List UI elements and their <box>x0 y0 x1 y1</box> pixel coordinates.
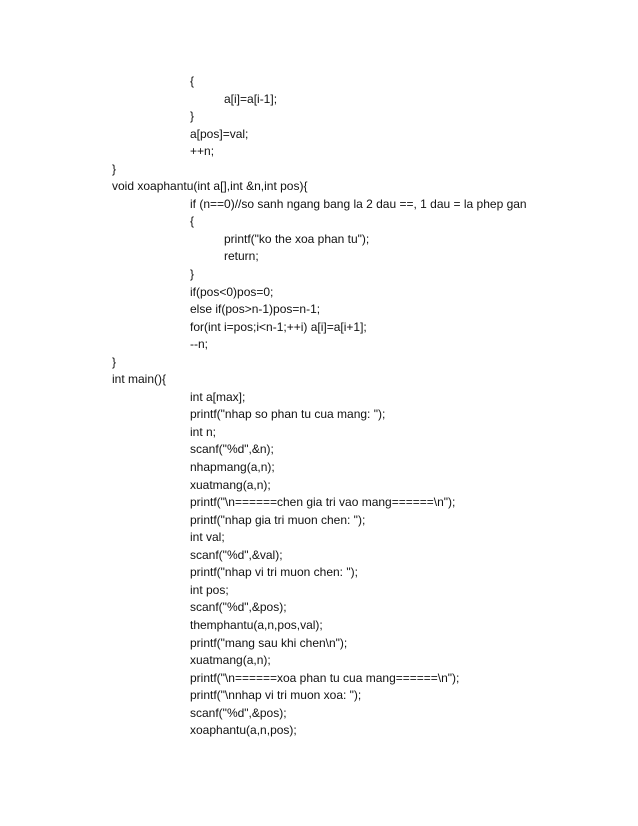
code-line: printf("\n======xoa phan tu cua mang======\n"); <box>190 670 460 685</box>
code-line: if (n==0)//so sanh ngang bang la 2 dau ==, 1 dau = la phep gan <box>190 196 527 211</box>
code-line: scanf("%d",&pos); <box>190 600 287 615</box>
code-line: { <box>190 214 195 229</box>
code-line: printf("\n======chen gia tri vao mang======\n"); <box>190 495 456 510</box>
code-line: int main(){ <box>112 372 167 387</box>
code-line: scanf("%d",&pos); <box>190 705 287 720</box>
code-line: a[i]=a[i-1]; <box>224 91 278 106</box>
code-line: } <box>112 161 117 176</box>
code-line: xuatmang(a,n); <box>190 653 271 668</box>
code-line: int val; <box>190 530 225 545</box>
code-line: nhapmang(a,n); <box>190 460 275 475</box>
code-line: printf("ko the xoa phan tu"); <box>224 231 370 246</box>
code-line: themphantu(a,n,pos,val); <box>190 617 323 632</box>
code-line: void xoaphantu(int a[],int &n,int pos){ <box>112 179 308 194</box>
code-line: printf("nhap vi tri muon chen: "); <box>190 565 358 580</box>
code-line: xuatmang(a,n); <box>190 477 271 492</box>
code-line: printf("mang sau khi chen\n"); <box>190 635 348 650</box>
code-line: else if(pos>n-1)pos=n-1; <box>190 302 321 317</box>
code-line: } <box>190 267 195 282</box>
code-line: int n; <box>190 424 217 439</box>
code-line: scanf("%d",&n); <box>190 442 274 457</box>
code-line: if(pos<0)pos=0; <box>190 284 274 299</box>
code-line: scanf("%d",&val); <box>190 547 283 562</box>
code-line: } <box>190 109 195 124</box>
code-line: printf("nhap so phan tu cua mang: "); <box>190 407 386 422</box>
code-line: { <box>190 74 195 88</box>
code-listing <box>112 73 527 740</box>
code-line: } <box>112 354 117 369</box>
code-line: for(int i=pos;i<n-1;++i) a[i]=a[i+1]; <box>190 319 367 334</box>
code-line: --n; <box>190 337 208 352</box>
code-line: a[pos]=val; <box>190 126 249 141</box>
code-line: ++n; <box>190 144 215 159</box>
code-line: int a[max]; <box>190 389 246 404</box>
code-line: xoaphantu(a,n,pos); <box>190 723 297 738</box>
code-line: int pos; <box>190 582 229 597</box>
code-line: printf("\nnhap vi tri muon xoa: "); <box>190 688 362 703</box>
code-line: return; <box>224 249 259 264</box>
code-line: printf("nhap gia tri muon chen: "); <box>190 512 366 527</box>
